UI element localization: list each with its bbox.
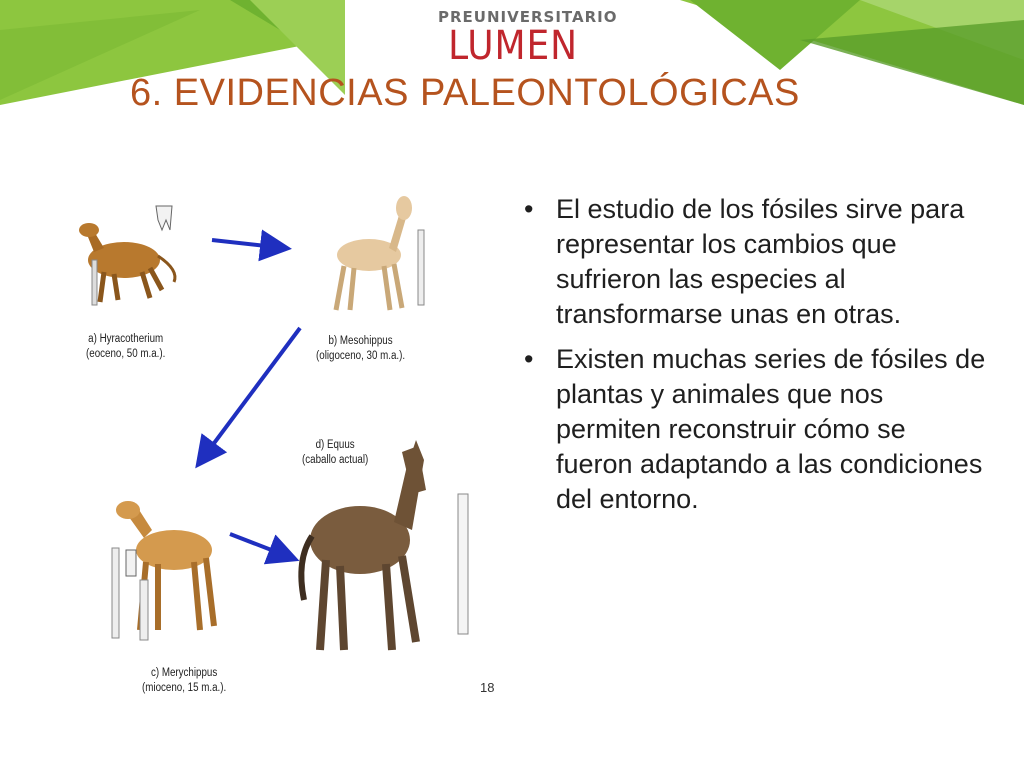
mesohippus-illustration [336, 196, 424, 310]
stage-d-label: d) Equus [315, 439, 355, 451]
bullet-icon: • [524, 194, 534, 224]
logo [438, 8, 618, 70]
stage-b-detail: (oligoceno, 30 m.a.). [316, 350, 406, 362]
bullet-list [516, 192, 986, 527]
stage-c-caption [142, 666, 226, 696]
stage-d-detail: (caballo actual) [302, 454, 369, 466]
equus-illustration [301, 440, 468, 650]
stage-c-label: c) Merychippus [150, 667, 218, 679]
merychippus-illustration [112, 501, 214, 640]
stage-a-caption [86, 332, 165, 362]
bullet-text: Existen muchas series de fósiles de plantas y animales que nos permiten reconstruir cómo se fueron adaptando a las condiciones del entorno. [556, 344, 986, 514]
bullet-icon: • [524, 344, 534, 374]
stage-a-detail: (eoceno, 50 m.a.). [86, 348, 166, 360]
horse-evolution-illustration [34, 160, 518, 736]
stage-c-detail: (mioceno, 15 m.a.). [142, 682, 227, 694]
bullet-item [516, 342, 986, 517]
stage-a-label: a) Hyracotherium [88, 333, 164, 345]
hyracotherium-illustration [79, 206, 175, 305]
stage-b-label: b) Mesohippus [328, 335, 393, 347]
slide-title: 6. EVIDENCIAS PALEONTOLÓGICAS [130, 72, 800, 114]
horse-evolution-figure [34, 160, 518, 736]
bullet-item [516, 192, 986, 332]
logo-top-text: PREUNIVERSITARIO [438, 8, 618, 26]
figure-page-number: 18 [480, 680, 495, 695]
logo-main-text: LUMEN [448, 23, 578, 69]
stage-d-caption [302, 438, 368, 468]
stage-b-caption [316, 334, 405, 364]
bullet-text: El estudio de los fósiles sirve para representar los cambios que sufrieron las especies al transformarse unas en otras. [556, 194, 965, 329]
